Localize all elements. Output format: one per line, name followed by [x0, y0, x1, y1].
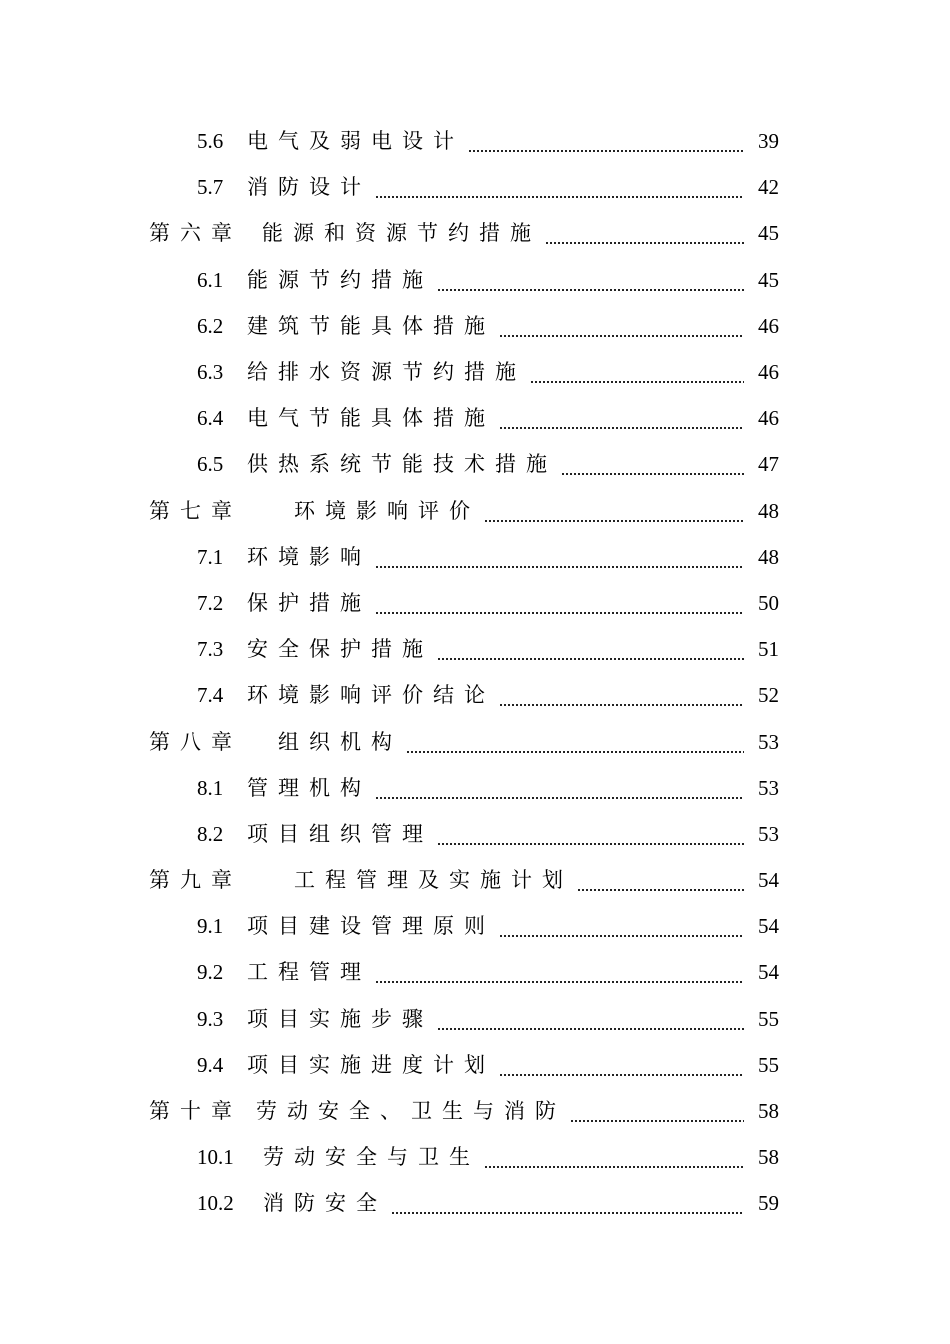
section-number: 6.4 [197, 406, 224, 431]
chapter-label: 第八章 [149, 729, 242, 754]
toc-entry-6-3[interactable] [0, 349, 950, 395]
page-number: 52 [758, 683, 779, 708]
chapter-title: 工程管理及实施计划 [294, 868, 573, 893]
section-number: 8.2 [197, 821, 224, 846]
section-title: 给排水资源节约措施 [247, 360, 526, 385]
section-number: 8.1 [197, 775, 224, 800]
section-title: 管理机构 [247, 775, 371, 800]
section-title: 项目建设管理原则 [247, 914, 495, 939]
dot-leader [406, 719, 744, 765]
section-number: 9.4 [197, 1052, 224, 1077]
toc-entry-chapter-9[interactable] [0, 857, 950, 903]
toc-entry-10-1[interactable] [0, 1134, 950, 1180]
section-number: 6.1 [197, 267, 224, 292]
chapter-label: 第六章 [149, 221, 242, 246]
toc-entry-6-1[interactable] [0, 257, 950, 303]
dot-leader [499, 303, 744, 349]
page-number: 53 [758, 775, 779, 800]
page-number: 55 [758, 1052, 779, 1077]
section-title: 供热系统节能技术措施 [247, 452, 557, 477]
toc-entry-7-3[interactable] [0, 626, 950, 672]
page-number: 58 [758, 1099, 779, 1124]
page-number: 47 [758, 452, 779, 477]
toc-entry-6-4[interactable] [0, 395, 950, 441]
toc-entry-chapter-10[interactable] [0, 1088, 950, 1134]
section-title: 环境影响评价结论 [247, 683, 495, 708]
section-title: 能源节约措施 [247, 267, 433, 292]
dot-leader [484, 1134, 744, 1180]
page-number: 46 [758, 360, 779, 385]
section-title: 工程管理 [247, 960, 371, 985]
dot-leader [391, 1180, 744, 1226]
toc-entry-5-6[interactable] [0, 118, 950, 164]
section-number: 7.1 [197, 544, 224, 569]
section-number: 5.6 [197, 129, 224, 154]
dot-leader [530, 349, 744, 395]
dot-leader [561, 441, 744, 487]
page-number: 58 [758, 1145, 779, 1170]
dot-leader [577, 857, 744, 903]
toc-entry-chapter-6[interactable] [0, 210, 950, 256]
page-number: 53 [758, 729, 779, 754]
section-number: 9.2 [197, 960, 224, 985]
dot-leader [499, 903, 744, 949]
section-title: 建筑节能具体措施 [247, 313, 495, 338]
chapter-label: 第七章 [149, 498, 242, 523]
toc-entry-8-2[interactable] [0, 811, 950, 857]
toc-entry-7-4[interactable] [0, 672, 950, 718]
section-number: 9.1 [197, 914, 224, 939]
page-number: 45 [758, 267, 779, 292]
dot-leader [437, 257, 744, 303]
toc-entry-8-1[interactable] [0, 765, 950, 811]
section-title: 安全保护措施 [247, 637, 433, 662]
section-number: 6.5 [197, 452, 224, 477]
toc-entry-6-5[interactable] [0, 441, 950, 487]
dot-leader [375, 765, 744, 811]
dot-leader [375, 580, 744, 626]
section-title: 项目组织管理 [247, 821, 433, 846]
section-number: 10.1 [197, 1145, 234, 1170]
page-number: 46 [758, 406, 779, 431]
section-title: 电气节能具体措施 [247, 406, 495, 431]
section-number: 10.2 [197, 1191, 234, 1216]
toc-entry-5-7[interactable] [0, 164, 950, 210]
toc-entry-7-2[interactable] [0, 580, 950, 626]
chapter-label: 第十章 [149, 1099, 242, 1124]
toc-entry-10-2[interactable] [0, 1180, 950, 1226]
dot-leader [375, 534, 744, 580]
dot-leader [375, 949, 744, 995]
section-number: 7.4 [197, 683, 224, 708]
section-title: 项目实施步骤 [247, 1006, 433, 1031]
section-title: 消防安全 [263, 1191, 387, 1216]
page-number: 54 [758, 868, 779, 893]
toc-entry-9-2[interactable] [0, 949, 950, 995]
page-number: 50 [758, 590, 779, 615]
dot-leader [484, 488, 744, 534]
toc-entry-9-4[interactable] [0, 1042, 950, 1088]
dot-leader [499, 1042, 744, 1088]
section-number: 7.2 [197, 590, 224, 615]
table-of-contents [0, 118, 950, 1227]
page-number: 51 [758, 637, 779, 662]
page-number: 39 [758, 129, 779, 154]
chapter-title: 能源和资源节约措施 [262, 221, 541, 246]
toc-entry-chapter-8[interactable] [0, 718, 950, 764]
toc-entry-6-2[interactable] [0, 303, 950, 349]
section-title: 环境影响 [247, 544, 371, 569]
chapter-label: 第九章 [149, 868, 242, 893]
toc-entry-chapter-7[interactable] [0, 488, 950, 534]
page-number: 55 [758, 1006, 779, 1031]
chapter-title: 环境影响评价 [294, 498, 480, 523]
section-title: 消防设计 [247, 175, 371, 200]
dot-leader [375, 164, 744, 210]
section-number: 9.3 [197, 1006, 224, 1031]
section-number: 5.7 [197, 175, 224, 200]
page-number: 46 [758, 313, 779, 338]
dot-leader [545, 210, 744, 256]
section-title: 电气及弱电设计 [247, 129, 464, 154]
dot-leader [437, 811, 744, 857]
toc-entry-9-3[interactable] [0, 996, 950, 1042]
section-number: 6.3 [197, 360, 224, 385]
page-number: 53 [758, 821, 779, 846]
page-number: 42 [758, 175, 779, 200]
section-title: 保护措施 [247, 590, 371, 615]
page-number: 45 [758, 221, 779, 246]
page-number: 48 [758, 498, 779, 523]
toc-entry-7-1[interactable] [0, 534, 950, 580]
dot-leader [499, 672, 744, 718]
dot-leader [499, 395, 744, 441]
section-title: 劳动安全与卫生 [263, 1145, 480, 1170]
page-number: 48 [758, 544, 779, 569]
dot-leader [437, 996, 744, 1042]
page-number: 54 [758, 960, 779, 985]
toc-entry-9-1[interactable] [0, 903, 950, 949]
chapter-title: 组织机构 [278, 729, 402, 754]
section-title: 项目实施进度计划 [247, 1052, 495, 1077]
dot-leader [468, 118, 744, 164]
dot-leader [570, 1088, 744, 1134]
chapter-title: 劳动安全、卫生与消防 [256, 1099, 566, 1124]
page-number: 54 [758, 914, 779, 939]
section-number: 6.2 [197, 313, 224, 338]
page-number: 59 [758, 1191, 779, 1216]
section-number: 7.3 [197, 637, 224, 662]
dot-leader [437, 626, 744, 672]
